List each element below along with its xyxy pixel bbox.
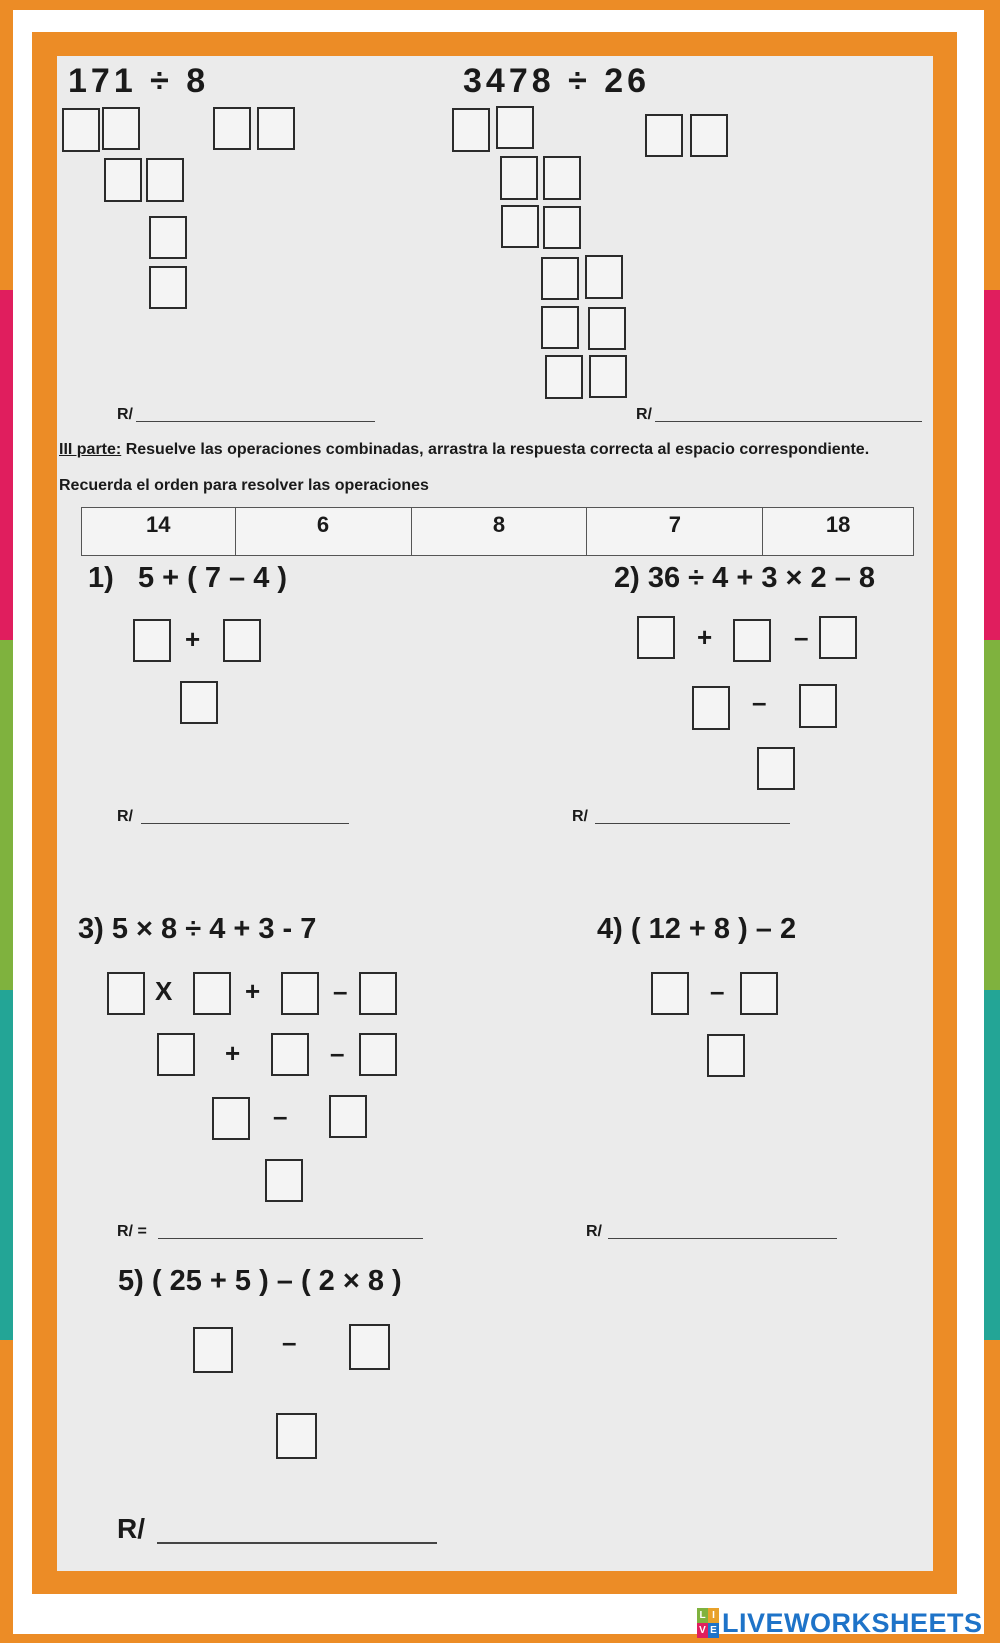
division2-expression: 3478 ÷ 26: [463, 62, 651, 100]
problem2-expression: 36 ÷ 4 + 3 × 2 – 8: [647, 562, 876, 594]
problem5-title: [118, 1265, 402, 1298]
division2-answer-label: R/: [636, 406, 652, 423]
drop-box[interactable]: [543, 156, 581, 200]
drop-box[interactable]: [452, 108, 490, 152]
drop-box[interactable]: [329, 1095, 367, 1138]
times-sign: X: [155, 976, 173, 1006]
drop-box[interactable]: [102, 107, 140, 150]
problem5-answer-line: [157, 1542, 437, 1544]
liveworksheets-logo: [697, 1606, 983, 1640]
problem4-answer-label: R/: [586, 1223, 602, 1240]
drop-box[interactable]: [349, 1324, 390, 1370]
drop-box[interactable]: [819, 616, 857, 659]
division1-expression: 171 ÷ 8: [68, 62, 210, 100]
drop-box[interactable]: [651, 972, 689, 1015]
plus-sign: +: [225, 1038, 241, 1068]
problem2-answer-line: [595, 823, 790, 824]
problem3-expression: 5 × 8 ÷ 4 + 3 - 7: [111, 913, 317, 945]
problem1-expression: 5 + ( 7 – 4 ): [137, 562, 288, 594]
minus-sign: –: [333, 976, 348, 1006]
drop-box[interactable]: [223, 619, 261, 662]
drop-box[interactable]: [707, 1034, 745, 1077]
drop-box[interactable]: [541, 257, 579, 300]
drop-box[interactable]: [265, 1159, 303, 1202]
answer-option[interactable]: 6: [235, 508, 411, 556]
plus-sign: +: [697, 622, 713, 652]
drop-box[interactable]: [107, 972, 145, 1015]
drop-box[interactable]: [180, 681, 218, 724]
drop-box[interactable]: [149, 216, 187, 259]
liveworksheets-text: LIVEWORKSHEETS: [722, 1607, 983, 1638]
drop-box[interactable]: [193, 972, 231, 1015]
logo-letter: L: [697, 1608, 708, 1623]
worksheet-paper: [57, 56, 933, 1571]
drop-box[interactable]: [193, 1327, 233, 1373]
minus-sign: –: [282, 1327, 297, 1357]
problem3-title: [78, 913, 316, 946]
problem3-answer-label: R/ =: [117, 1223, 147, 1240]
drop-box[interactable]: [500, 156, 538, 200]
logo-letter: I: [708, 1608, 719, 1623]
problem2-answer-label: R/: [572, 808, 588, 825]
logo-letter: V: [697, 1623, 708, 1638]
answer-bank: [81, 507, 914, 556]
problem1-number: 1): [88, 562, 114, 594]
answer-option[interactable]: 8: [411, 508, 587, 556]
problem5-number: 5): [118, 1265, 144, 1297]
minus-sign: –: [794, 622, 809, 652]
division1-answer-line: [136, 421, 375, 422]
drop-box[interactable]: [588, 307, 626, 350]
answer-option[interactable]: 7: [587, 508, 763, 556]
problem1-title: [88, 562, 287, 595]
drop-box[interactable]: [733, 619, 771, 662]
division2-answer-line: [655, 421, 922, 422]
plus-sign: +: [185, 624, 201, 654]
problem4-number: 4): [597, 913, 623, 945]
drop-box[interactable]: [359, 1033, 397, 1076]
drop-box[interactable]: [133, 619, 171, 662]
drop-box[interactable]: [545, 355, 583, 399]
drop-box[interactable]: [637, 616, 675, 659]
drop-box[interactable]: [271, 1033, 309, 1076]
minus-sign: –: [710, 976, 725, 1006]
instructions-text: Resuelve las operaciones combinadas, arrastra la respuesta correcta al espacio correspondiente. Recuerda el orden para resolver las operaciones: [59, 441, 870, 494]
problem3-answer-line: [158, 1238, 423, 1239]
drop-box[interactable]: [146, 158, 184, 202]
logo-letter: E: [708, 1623, 719, 1638]
drop-box[interactable]: [645, 114, 683, 157]
drop-box[interactable]: [799, 684, 837, 728]
drop-box[interactable]: [281, 972, 319, 1015]
problem5-expression: ( 25 + 5 ) – ( 2 × 8 ): [151, 1265, 402, 1297]
drop-box[interactable]: [541, 306, 579, 349]
problem5-answer-label: R/: [117, 1513, 145, 1544]
drop-box[interactable]: [276, 1413, 317, 1459]
drop-box[interactable]: [589, 355, 627, 398]
problem2-title: [614, 562, 875, 595]
drop-box[interactable]: [359, 972, 397, 1015]
minus-sign: –: [330, 1038, 345, 1068]
drop-box[interactable]: [690, 114, 728, 157]
drop-box[interactable]: [496, 106, 534, 149]
drop-box[interactable]: [149, 266, 187, 309]
minus-sign: –: [273, 1101, 288, 1131]
minus-sign: –: [752, 687, 767, 717]
drop-box[interactable]: [740, 972, 778, 1015]
drop-box[interactable]: [585, 255, 623, 299]
plus-sign: +: [245, 976, 261, 1006]
drop-box[interactable]: [692, 686, 730, 730]
problem4-answer-line: [608, 1238, 837, 1239]
drop-box[interactable]: [257, 107, 295, 150]
division1-answer-label: R/: [117, 406, 133, 423]
drop-box[interactable]: [501, 205, 539, 248]
part-label: III parte:: [59, 441, 122, 458]
answer-option[interactable]: 18: [763, 508, 914, 556]
problem4-title: [597, 913, 796, 946]
drop-box[interactable]: [213, 107, 251, 150]
drop-box[interactable]: [157, 1033, 195, 1076]
drop-box[interactable]: [62, 108, 100, 152]
drop-box[interactable]: [757, 747, 795, 790]
problem3-number: 3): [78, 913, 104, 945]
problem1-answer-line: [141, 823, 349, 824]
drop-box[interactable]: [104, 158, 142, 202]
problem1-answer-label: R/: [117, 808, 133, 825]
liveworksheets-icon: [697, 1608, 719, 1638]
problem4-expression: ( 12 + 8 ) – 2: [630, 913, 797, 945]
answer-option[interactable]: 14: [82, 508, 236, 556]
drop-box[interactable]: [543, 206, 581, 249]
instructions: [59, 432, 899, 504]
problem2-number: 2): [614, 562, 640, 594]
drop-box[interactable]: [212, 1097, 250, 1140]
